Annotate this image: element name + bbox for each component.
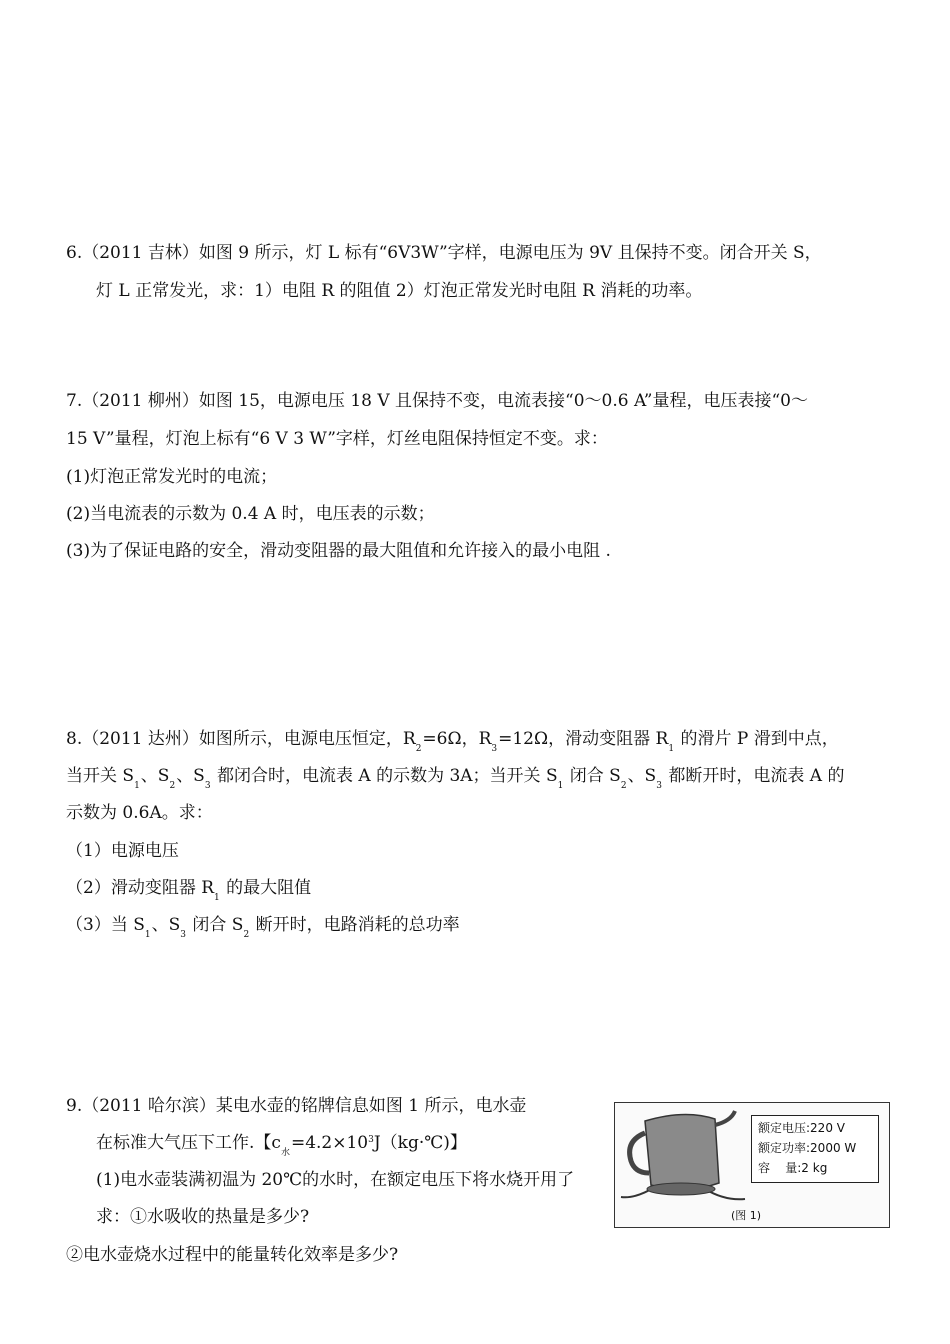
figure-caption: (图 1)	[731, 1209, 762, 1222]
nameplate	[751, 1115, 879, 1183]
rated-voltage: 额定电压:220 V	[758, 1121, 845, 1135]
q8-line-6: （3）当 $S_1$、$S_3$ 闭合 $S_2$ 断开时，电路消耗的总功率	[66, 915, 460, 940]
q9-line-5: ②电水壶烧水过程中的能量转化效率是多少?	[66, 1245, 399, 1265]
q9-line-4: 求：①水吸收的热量是多少?	[96, 1207, 310, 1227]
q6-line-2: 灯 L 正常发光，求：1）电阻 R 的阻值 2）灯泡正常发光时电阻 R 消耗的功率。	[96, 281, 703, 301]
q7-line-4: (2)当电流表的示数为 0.4 A 时，电压表的示数；	[66, 504, 435, 524]
q8-line-3: 示数为 0.6A。求：	[66, 803, 213, 823]
q8-line-4: （1）电源电压	[66, 841, 179, 861]
q9-line-1: 9.（2011 哈尔滨）某电水壶的铭牌信息如图 1 所示，电水壶	[66, 1096, 527, 1116]
q6-line-1: 6.（2011 吉林）如图 9 所示，灯 L 标有“6V3W”字样，电源电压为 9V 且保持不变。闭合开关 S，	[66, 243, 822, 263]
kettle-figure	[614, 1102, 890, 1228]
q9-line-2: 在标准大气压下工作.【$c_水=4.2\times 10^3J(kg\cdot℃)$】	[96, 1133, 467, 1158]
q7-line-1: 7.（2011 柳州）如图 15，电源电压 18 V 且保持不变，电流表接“0～0.6 A”量程，电压表接“0～	[66, 391, 808, 411]
q8-line-5: （2）滑动变阻器 $R_1$ 的最大阻值	[66, 878, 312, 903]
q8-line-2: 当开关 $S_1$、$S_2$、$S_3$ 都闭合时，电流表 A 的示数为 3A；当开关 $S_1$ 闭合 $S_2$、$S_3$ 都断开时，电流表 A 的	[66, 766, 845, 791]
q7-line-3: (1)灯泡正常发光时的电流；	[66, 467, 278, 487]
rated-power: 额定功率:2000 W	[758, 1141, 857, 1155]
capacity: 容 量:2 kg	[758, 1161, 828, 1175]
q7-line-2: 15 V”量程，灯泡上标有“6 V 3 W”字样，灯丝电阻保持恒定不变。求：	[66, 429, 608, 449]
q8-line-1: 8.（2011 达州）如图所示，电源电压恒定，$R_2=6\Omega$，$R_3=12\Omega$，滑动变阻器 $R_1$ 的滑片 P 滑到中点，	[66, 729, 839, 754]
q7-line-5: (3)为了保证电路的安全，滑动变阻器的最大阻值和允许接入的最小电阻 .	[66, 541, 611, 561]
q9-line-3: (1)电水壶装满初温为 20℃的水时，在额定电压下将水烧开用了	[96, 1170, 575, 1190]
kettle-icon	[615, 1103, 751, 1207]
